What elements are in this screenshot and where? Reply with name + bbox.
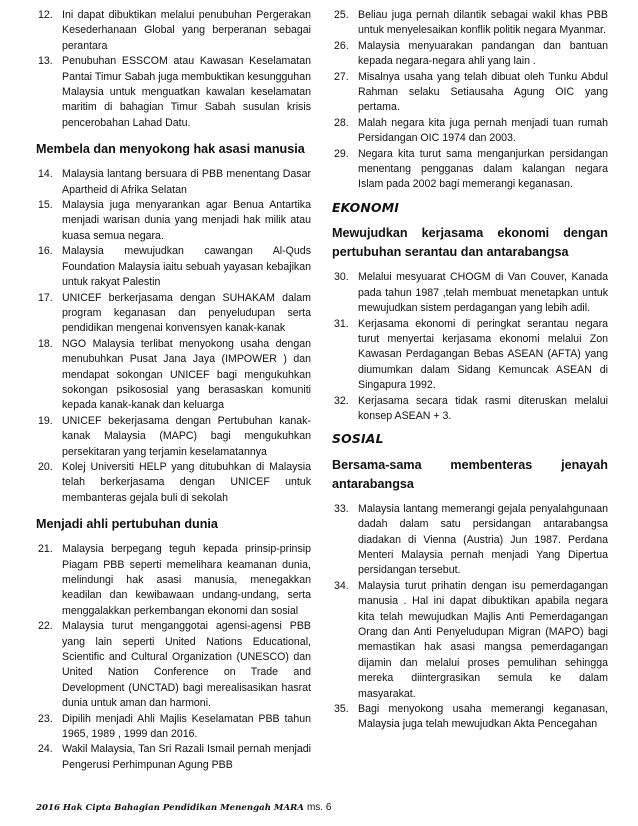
list-item [36,742,311,773]
item-number: 34. [334,579,349,592]
list-item [36,619,311,711]
list-item [332,116,608,147]
list-item [36,414,311,460]
item-text: Malaysia berpegang teguh kepada prinsip-prinsip Piagam PBB seperti memelihara keamanan dunia, melindungi hak asasi manusia, menegakkan keadilan dan kewibawaan undang-undang, serta menggalakkan perkembangan ekonomi dan sosial [62,543,311,617]
list-item [332,70,608,116]
item-number: 29. [334,147,349,160]
list-right-a [332,8,608,193]
list-item [36,244,311,290]
item-number: 19. [38,414,53,427]
item-number: 32. [334,394,349,407]
item-number: 14. [38,168,53,181]
list-item [332,8,608,39]
list-item [332,317,608,394]
list-item [332,147,608,193]
list-item [36,712,311,743]
item-number: 27. [334,70,349,83]
item-text: Malaysia turut prihatin dengan isu pemerdagangan manusia . Hal ini dapat dibuktikan apabila negara kita telah mewujudkan Majlis Anti Pemerdagangan Orang dan Anti Penyeludupan Migran (MAPO) bagi memastikan hak asasi mangsa pemerdagangan dijamin dan melalui proses pemulihan sehingga mereka diintergrasikan semula ke dalam masyarakat. [358,579,608,700]
list-item [332,270,608,316]
item-number: 25. [334,9,349,21]
item-text: Malaysia turut menganggotai agensi-agensi PBB yang lain seperti United Nations Educational, Scientific and Cultural Organization (UNESCO) dan United Nation Conference on Trade and Development (UNCTAD) bagi merealisasikan hasrat dunia untuk aman dan harmoni. [62,620,311,710]
item-number: 30. [334,271,349,284]
item-text: UNICEF berkerjasama dengan SUHAKAM dalam program keganasan dan penyeludupan serta pendidikan mengenai konvensyen kanak-kanak [62,291,311,335]
item-text: Bagi menyokong usaha memerangi keganasan, Malaysia juga telah mewujudkan Akta Pencegahan [358,703,608,731]
list-right-c [332,502,608,733]
item-text: NGO Malaysia terlibat menyokong usaha dengan menubuhkan Pusat Jana Jaya (IMPOWER ) dan mendapat sokongan UNICEF bagi mengukuhkan sokongan psikososial yang berasaskan komuniti kepada kanak-kanak dan keluarga [62,337,311,412]
list-item [36,542,311,619]
item-number: 15. [38,199,53,212]
item-number: 17. [38,291,53,304]
list-item [36,337,311,414]
item-number: 24. [38,743,53,756]
item-number: 21. [38,543,53,556]
item-text: Wakil Malaysia, Tan Sri Razali Ismail pernah menjadi Pengerusi Perhimpunan Agung PBB [62,743,311,771]
item-text: Ini dapat dibuktikan melalui penubuhan Pergerakan Kesederhanaan Global yang berperanan sebagai perantara [62,9,311,52]
item-text: Dipilih menjadi Ahli Majlis Keselamatan PBB tahun 1965, 1989 , 1999 dan 2016. [62,712,311,741]
item-text: Malah negara kita juga pernah menjadi tuan rumah Persidangan OIC 1974 dan 2003. [358,116,608,145]
list-item [332,394,608,425]
list-left-a [36,8,311,131]
item-text: Kerjasama secara tidak rasmi diteruskan melalui konsep ASEAN + 3. [358,394,608,422]
item-text: Kerjasama ekonomi di peringkat serantau negara turut menyertai kerjasama ekonomi melalui Zon Kawasan Perdagangan Bebas ASEAN (AFTA) yang diumumkan dalam Sidang Kemuncak ASEAN di Singapura 1992. [358,317,608,392]
list-item [36,167,311,198]
item-number: 28. [334,116,349,129]
item-number: 13. [38,55,53,68]
item-number: 20. [38,460,53,473]
item-number: 16. [38,245,53,258]
item-text: Malaysia mewujudkan cawangan Al-Quds Foundation Malaysia iaitu sebuah yayasan kebajikan untuk rakyat Palestin [62,245,311,289]
list-item [36,198,311,244]
footer-copyright: 2016 Hak Cipta Bahagian Pendidikan Menengah MARA [36,803,304,813]
item-number: 22. [38,620,53,633]
item-number: 18. [38,337,53,350]
section-ekonomi: EKONOMI [332,199,400,215]
item-text: UNICEF bekerjasama dengan Pertubuhan kanak-kanak Malaysia (MAPC) bagi mengukuhkan persekitaran yang terjamin keselamatannya [62,414,311,458]
list-right-b [332,270,608,424]
item-number: 26. [334,39,349,52]
item-text: Misalnya usaha yang telah dibuat oleh Tunku Abdul Rahman selaku Setiausaha Agung OIC yang pertama. [358,70,608,114]
list-item [332,579,608,702]
list-item [332,502,608,579]
list-item [332,39,608,70]
item-text: Malaysia juga menyarankan agar Benua Antartika menjadi warisan dunia yang menjadi hak milik atau kuasa semua negara. [62,199,311,242]
heading-jenayah-antarabangsa: Bersama-sama membenteras jenayah antarabangsa [332,457,608,491]
item-text: Kolej Universiti HELP yang ditubuhkan di Malaysia telah berkerjasama dengan UNICEF untuk membanteras gejala buli di sekolah [62,460,311,504]
list-item [36,460,311,506]
item-text: Beliau juga pernah dilantik sebagai wakil khas PBB untuk menyelesaikan konflik politik negara Myanmar. [358,9,608,37]
list-item [36,54,311,131]
list-left-b [36,167,311,506]
item-text: Penubuhan ESSCOM atau Kawasan Keselamatan Pantai Timur Sabah juga membuktikan kesungguhan Malaysia untuk menguatkan kawalan keselamatan maritim di bahagian Timur Sabah susulan krisis pencerobahan Lahad Datu. [62,55,311,129]
item-text: Melalui mesyuarat CHOGM di Van Couver, Kanada pada tahun 1987 ,telah membuat menetapkan untuk mewujudkan sistem perdagangan yang lebih adil. [358,271,608,315]
item-number: 33. [334,502,349,515]
list-item [332,702,608,733]
item-text: Malaysia menyuarakan pandangan dan bantuan kepada negara-negara ahli yang lain . [358,39,608,68]
list-item [36,8,311,54]
section-sosial: SOSIAL [332,431,384,447]
item-number: 23. [38,712,53,725]
left-column [36,8,311,773]
page-footer [36,802,331,813]
item-text: Negara kita turut sama menganjurkan persidangan menentang pengganas dalam kalangan negara Islam pada 2002 bagi memerangi keganasan. [358,147,608,191]
item-text: Malaysia lantang memerangi gejala penyalahgunaan dadah dalam satu persidangan antarabangsa diadakan di Vienna (Austria) Jun 1987. Perdana Menteri Malaysia pernah menjadi Yang Dipertua persidangan tersebut. [358,502,608,577]
right-column [332,8,608,733]
list-item [36,291,311,337]
item-number: 31. [334,317,349,330]
item-number: 35. [334,703,349,716]
heading-pertubuhan-dunia: Menjadi ahli pertubuhan dunia [36,517,218,532]
heading-kerjasama-ekonomi: Mewujudkan kerjasama ekonomi dengan pertubuhan serantau dan antarabangsa [332,226,608,260]
heading-hak-asasi: Membela dan menyokong hak asasi manusia [36,142,305,157]
item-number: 12. [38,9,53,21]
item-text: Malaysia lantang bersuara di PBB menentang Dasar Apartheid di Afrika Selatan [62,168,311,196]
page-number: ms. 6 [306,802,332,813]
list-left-c [36,542,311,773]
